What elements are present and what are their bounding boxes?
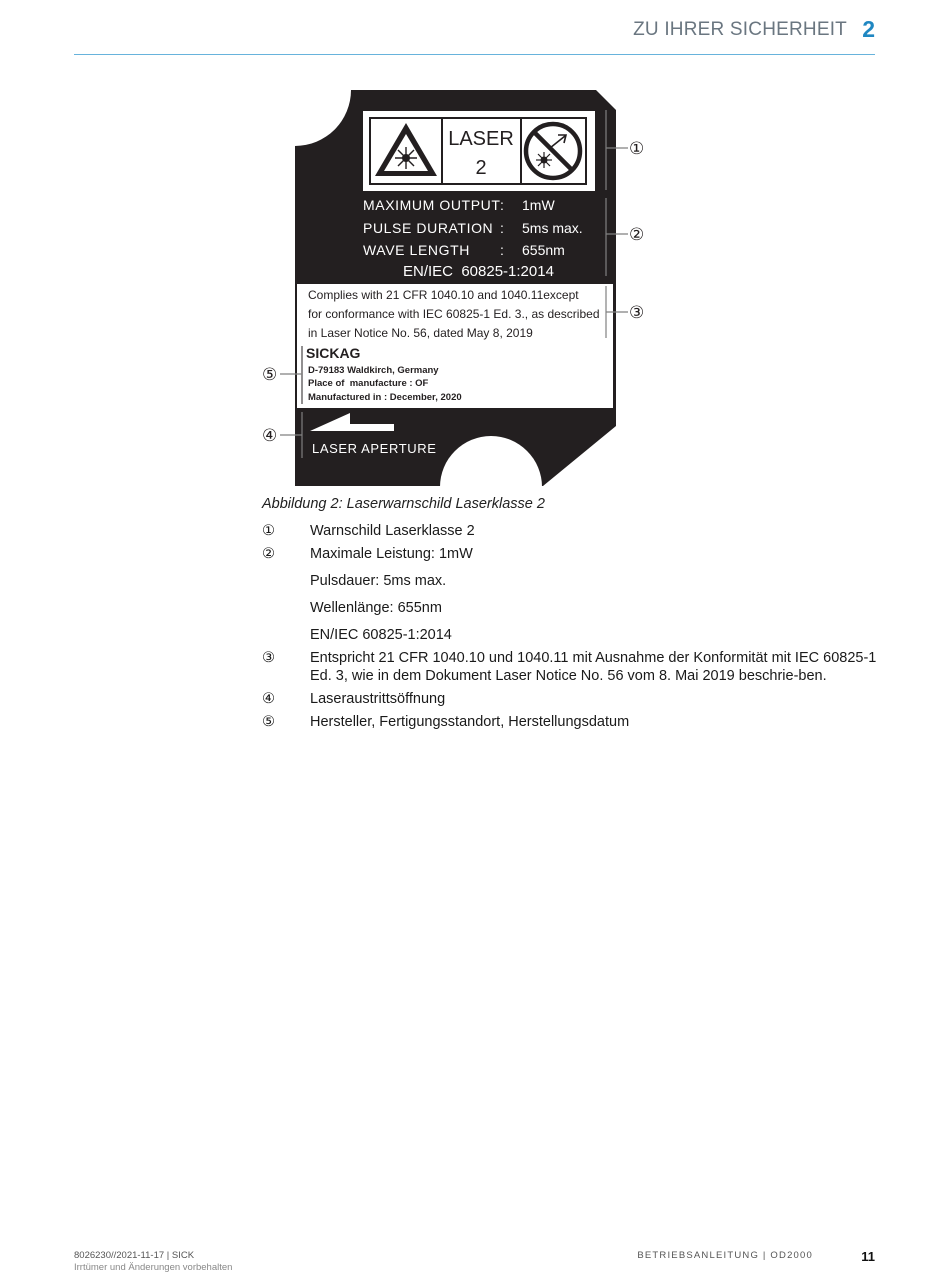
callout-2: ② [629, 225, 645, 245]
spec-key-3: WAVE LENGTH [363, 242, 470, 258]
callout-4: ④ [262, 426, 278, 446]
compliance-line-2: for conformance with IEC 60825-1 Ed. 3., as described [308, 307, 600, 321]
legend-text: Laseraustrittsöffnung [310, 691, 446, 707]
laser-warning-label-figure [262, 88, 652, 488]
spec-sep-2: : [500, 220, 505, 236]
legend-number: ① [262, 523, 275, 539]
callout-1: ① [629, 139, 645, 159]
legend-number: ⑤ [262, 714, 275, 730]
figure-caption: Abbildung 2: Laserwarnschild Laserklasse 2 [262, 496, 545, 512]
legend-text: Maximale Leistung: 1mW [310, 546, 473, 562]
page-header [74, 0, 875, 55]
page-number: 11 [861, 1249, 875, 1264]
aperture-text: LASER APERTURE [312, 441, 437, 456]
document-code: 8026230//2021-11-17 | SICK [74, 1250, 195, 1261]
company-name: SICKAG [306, 345, 361, 361]
chapter-number: 2 [862, 16, 875, 42]
legend-text: Warnschild Laserklasse 2 [310, 523, 475, 539]
spec-val-1: 1mW [522, 197, 555, 213]
spec-val-2: 5ms max. [522, 220, 583, 236]
legend-item [262, 522, 878, 540]
spec-sep-3: : [500, 242, 505, 258]
spec-key-1: MAXIMUM OUTPUT [363, 197, 501, 213]
legend-subtext: Wellenlänge: 655nm [310, 600, 442, 616]
legend-subtext: Pulsdauer: 5ms max. [310, 573, 447, 589]
legend-text: Hersteller, Fertigungsstandort, Herstellungsdatum [310, 714, 630, 730]
legend-subtext: EN/IEC 60825-1:2014 [310, 627, 452, 643]
spec-sep-1: : [500, 197, 505, 213]
legend-item [262, 713, 878, 731]
callout-3: ③ [629, 303, 645, 323]
legend-item [262, 690, 878, 708]
legend-number: ④ [262, 691, 275, 707]
spec-key-2: PULSE DURATION [363, 220, 494, 236]
legend-text: Entspricht 21 CFR 1040.10 und 1040.11 mit Ausnahme der Konformität mit IEC 60825-1 Ed. 3, wie in dem Dokument Laser Notice No. 56 vom 8. Mai 2019 beschrie-ben. [310, 650, 877, 684]
compliance-line-1: Complies with 21 CFR 1040.10 and 1040.11except [308, 288, 579, 302]
spec-val-3: 655nm [522, 242, 565, 258]
legend-item [262, 649, 878, 685]
footer-left [74, 1250, 232, 1274]
legend-number: ③ [262, 650, 275, 666]
laser-label-graphic [262, 88, 652, 488]
disclaimer: Irrtümer und Änderungen vorbehalten [74, 1262, 233, 1273]
laser-word: LASER [448, 128, 514, 150]
document-title: BETRIEBSANLEITUNG | OD2000 [637, 1250, 813, 1261]
compliance-line-3: in Laser Notice No. 56, dated May 8, 2019 [308, 326, 533, 340]
address-line-2: Place of manufacture : OF [308, 378, 429, 389]
standard-text: EN/IEC 60825-1:2014 [403, 263, 554, 280]
laser-class: 2 [475, 157, 487, 179]
chapter-title: ZU IHRER SICHERHEIT [633, 19, 847, 40]
address-line-1: D-79183 Waldkirch, Germany [308, 365, 439, 376]
legend-item [262, 545, 878, 563]
legend-number: ② [262, 546, 275, 562]
callout-5: ⑤ [262, 365, 278, 385]
address-line-3: Manufactured in : December, 2020 [308, 392, 462, 403]
legend-list [262, 522, 878, 736]
